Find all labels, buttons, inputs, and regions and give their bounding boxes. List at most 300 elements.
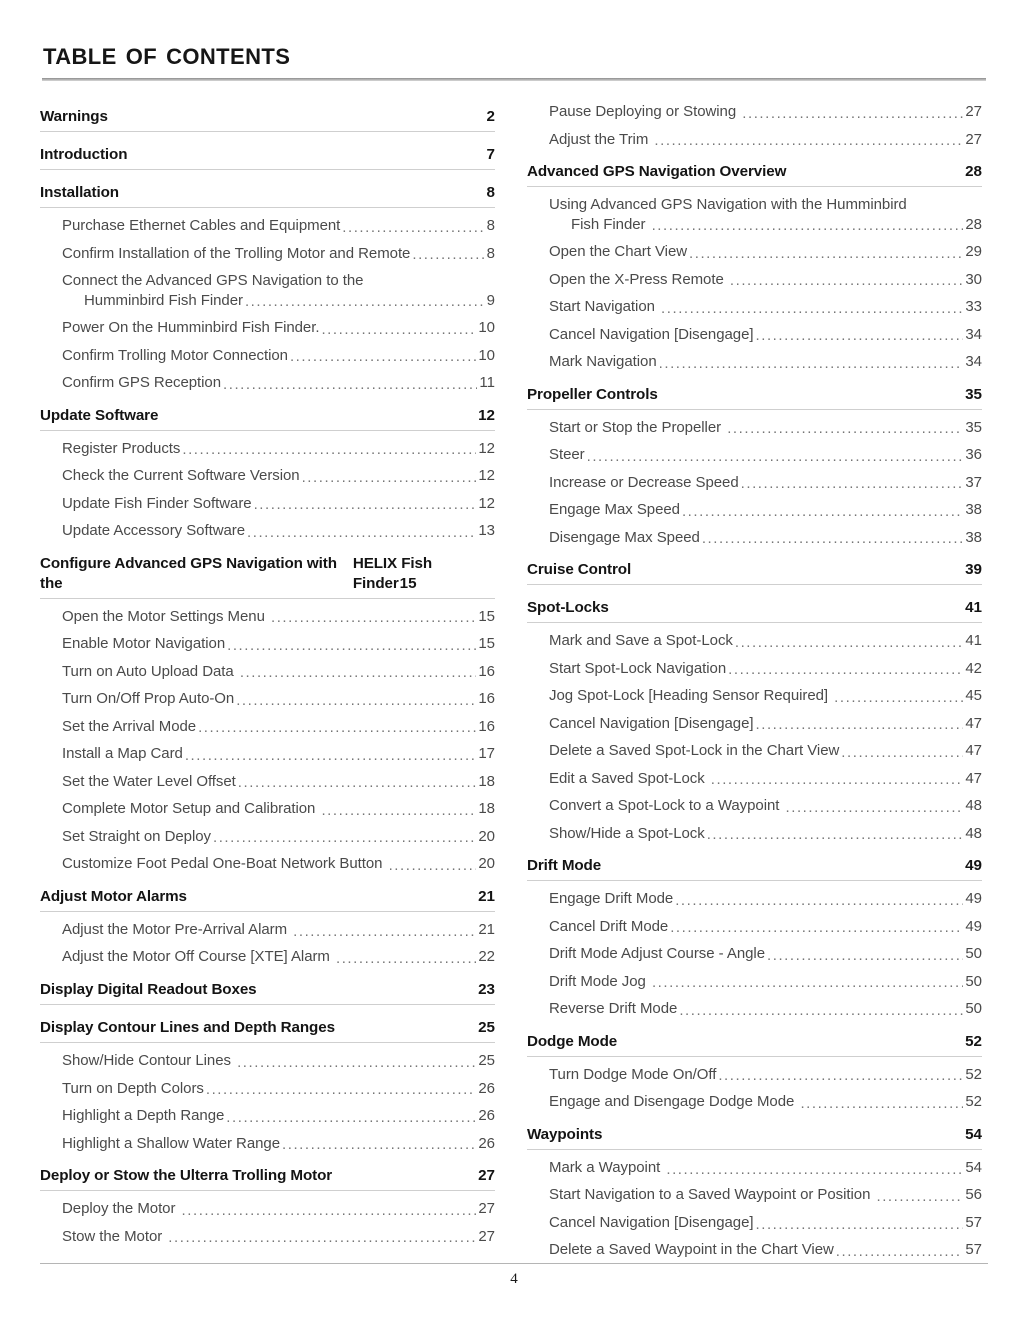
toc-entry-label: Power On the Humminbird Fish Finder. xyxy=(62,319,320,337)
toc-entry-page-number: 25 xyxy=(478,1052,495,1070)
toc-entry-label: Configure Advanced GPS Navigation with the xyxy=(40,554,342,592)
toc-entry-page-number: 50 xyxy=(965,1000,982,1018)
toc-section-entry[interactable] xyxy=(40,521,495,541)
toc-section-entry[interactable] xyxy=(527,500,982,520)
toc-entry-page-number: 15 xyxy=(399,574,417,592)
toc-dot-leader xyxy=(293,923,476,939)
toc-entry-page-number: 41 xyxy=(965,599,982,617)
toc-entry-page-number: 34 xyxy=(965,353,982,371)
toc-section-entry[interactable] xyxy=(527,796,982,816)
toc-entry-page-number: 12 xyxy=(478,494,495,512)
toc-entry-page-number: 52 xyxy=(965,1032,982,1050)
toc-entry-page-number: 27 xyxy=(478,1167,495,1185)
toc-entry-label: Drift Mode xyxy=(527,857,602,875)
toc-entry-label: Set the Arrival Mode xyxy=(62,717,197,735)
toc-section-entry[interactable] xyxy=(40,799,495,819)
toc-entry-page-number: 16 xyxy=(478,662,495,680)
toc-entry-label: Mark and Save a Spot-Lock xyxy=(549,632,733,650)
toc-entry-label: Delete a Saved Waypoint in the Chart View xyxy=(549,1241,834,1259)
toc-entry-label: Adjust the Motor Pre-Arrival Alarm xyxy=(62,920,292,938)
toc-entry-label: Highlight a Depth Range xyxy=(62,1107,225,1125)
toc-entry-label: Highlight a Shallow Water Range xyxy=(62,1134,281,1152)
toc-entry-label: Warnings xyxy=(40,108,108,125)
toc-entry-label: Turn on Auto Upload Data xyxy=(62,662,238,680)
toc-entry-page-number: 54 xyxy=(965,1158,982,1176)
toc-section-entry[interactable] xyxy=(40,1134,495,1154)
toc-chapter-entry[interactable] xyxy=(40,145,495,170)
toc-entry-page-number: 12 xyxy=(478,406,495,424)
toc-dot-leader xyxy=(707,827,964,843)
toc-entry-label: Deploy the Motor xyxy=(62,1200,180,1218)
toc-dot-leader xyxy=(182,442,476,458)
toc-dot-leader xyxy=(198,720,476,736)
toc-dot-leader xyxy=(240,665,477,681)
toc-section-entry[interactable] xyxy=(527,528,982,548)
toc-entry-page-number: 52 xyxy=(965,1065,982,1083)
toc-entry-label: Propeller Controls xyxy=(527,385,658,403)
toc-section-entry[interactable] xyxy=(40,772,495,792)
toc-entry-page-number: 36 xyxy=(965,446,982,464)
toc-section-entry[interactable] xyxy=(527,741,982,761)
toc-dot-leader xyxy=(206,1082,476,1098)
toc-dot-leader xyxy=(735,635,963,651)
toc-entry-page-number: 13 xyxy=(478,522,495,540)
toc-dot-leader xyxy=(679,1003,963,1019)
toc-entry-label: Convert a Spot-Lock to a Waypoint xyxy=(549,797,784,815)
toc-chapter-entry[interactable] xyxy=(40,554,495,599)
toc-chapter-entry[interactable] xyxy=(40,107,495,132)
toc-dot-leader xyxy=(877,1189,964,1205)
toc-section-entry[interactable] xyxy=(527,130,982,150)
toc-entry-label: Installation xyxy=(40,184,119,202)
toc-entry-label: Enable Motor Navigation xyxy=(62,635,226,653)
toc-dot-leader xyxy=(336,951,476,967)
toc-dot-leader xyxy=(254,497,477,513)
toc-section-entry[interactable] xyxy=(40,744,495,764)
toc-dot-leader xyxy=(182,1203,477,1219)
toc-dot-leader xyxy=(659,356,964,372)
toc-chapter-entry[interactable] xyxy=(40,406,495,431)
title-divider xyxy=(42,78,986,81)
toc-entry-label: Spot-Locks xyxy=(527,599,609,617)
toc-section-entry[interactable] xyxy=(40,662,495,682)
toc-entry-page-number: 21 xyxy=(478,920,495,938)
toc-entry-page-number: 7 xyxy=(486,146,495,164)
toc-entry-label: Jog Spot-Lock [Heading Sensor Required] xyxy=(549,687,833,705)
toc-dot-leader xyxy=(389,858,477,874)
toc-section-entry[interactable] xyxy=(40,1106,495,1126)
toc-entry-label: Adjust the Motor Off Course [XTE] Alarm xyxy=(62,948,334,966)
toc-section-entry[interactable] xyxy=(40,439,495,459)
toc-column-right xyxy=(527,94,982,1260)
toc-dot-leader xyxy=(247,525,476,541)
toc-entry-label: Cancel Navigation [Disengage] xyxy=(549,714,754,732)
toc-entry-page-number: 17 xyxy=(478,745,495,763)
toc-entry-page-number: 35 xyxy=(965,418,982,436)
toc-entry-page-number: 20 xyxy=(478,855,495,873)
toc-dot-leader xyxy=(711,772,964,788)
toc-chapter-entry[interactable] xyxy=(527,385,982,410)
toc-dot-leader xyxy=(302,470,477,486)
toc-section-entry[interactable] xyxy=(527,769,982,789)
toc-section-entry[interactable] xyxy=(40,689,495,709)
toc-entry-page-number: 10 xyxy=(478,346,495,364)
toc-columns xyxy=(40,94,988,1260)
toc-chapter-entry[interactable] xyxy=(40,980,495,1005)
toc-section-entry[interactable] xyxy=(527,631,982,651)
toc-entry-page-number: 56 xyxy=(965,1186,982,1204)
toc-dot-leader xyxy=(836,1244,964,1260)
toc-section-entry[interactable] xyxy=(40,1227,495,1247)
toc-dot-leader xyxy=(168,1230,476,1246)
toc-section-entry[interactable] xyxy=(527,445,982,465)
toc-chapter-entry[interactable] xyxy=(527,1032,982,1057)
toc-section-entry[interactable] xyxy=(527,1158,982,1178)
toc-entry-label: Adjust the Trim xyxy=(549,130,653,148)
toc-entry-page-number: 57 xyxy=(965,1213,982,1231)
toc-entry-page-number: 38 xyxy=(965,528,982,546)
toc-dot-leader xyxy=(412,247,484,263)
toc-dot-leader xyxy=(321,322,476,338)
toc-entry-page-number: 28 xyxy=(965,163,982,180)
toc-entry-page-number: 33 xyxy=(965,298,982,316)
toc-dot-leader xyxy=(282,1137,476,1153)
toc-entry-label: Using Advanced GPS Navigation with the Humminbird xyxy=(549,196,907,214)
toc-entry-label: Register Products xyxy=(62,439,181,457)
toc-entry-label: Update Software xyxy=(40,406,159,424)
toc-dot-leader xyxy=(185,748,476,764)
footer-divider xyxy=(40,1263,988,1264)
toc-chapter-entry[interactable] xyxy=(527,856,982,881)
toc-dot-leader xyxy=(223,377,477,393)
toc-entry-label: Stow the Motor xyxy=(62,1227,167,1245)
toc-dot-leader xyxy=(728,662,963,678)
toc-entry-page-number: 12 xyxy=(478,467,495,485)
toc-section-entry[interactable] xyxy=(40,854,495,874)
toc-entry-label: Engage Max Speed xyxy=(549,501,680,519)
toc-entry-label: Start Navigation xyxy=(549,298,660,316)
toc-entry-label: Start Spot-Lock Navigation xyxy=(549,659,727,677)
toc-dot-leader xyxy=(227,638,476,654)
toc-entry-page-number: 12 xyxy=(478,439,495,457)
toc-entry-label: Open the Chart View xyxy=(549,243,688,261)
toc-entry-page-number: 26 xyxy=(478,1079,495,1097)
toc-entry-label: Confirm GPS Reception xyxy=(62,374,222,392)
toc-dot-leader xyxy=(238,775,477,791)
toc-entry-label: Drift Mode Jog xyxy=(549,972,650,990)
toc-entry-page-number: 52 xyxy=(965,1093,982,1111)
toc-section-entry[interactable] xyxy=(527,686,982,706)
toc-dot-leader xyxy=(342,220,484,236)
toc-entry-label: Cancel Navigation [Disengage] xyxy=(549,325,754,343)
toc-entry-page-number: 8 xyxy=(486,244,495,262)
toc-entry-page-number: 26 xyxy=(478,1134,495,1152)
toc-section-entry[interactable] xyxy=(527,195,982,234)
toc-entry-label: Reverse Drift Mode xyxy=(549,1000,678,1018)
toc-entry-label: Engage Drift Mode xyxy=(549,890,674,908)
toc-entry-page-number: 10 xyxy=(478,319,495,337)
toc-entry-label: Pause Deploying or Stowing xyxy=(549,103,741,120)
toc-entry-page-number: 47 xyxy=(965,742,982,760)
toc-dot-leader xyxy=(702,531,963,547)
toc-section-entry[interactable] xyxy=(527,325,982,345)
toc-entry-label: Turn On/Off Prop Auto-On xyxy=(62,690,235,708)
toc-entry-label: Display Digital Readout Boxes xyxy=(40,980,257,998)
toc-section-entry[interactable] xyxy=(527,972,982,992)
toc-entry-label: Customize Foot Pedal One-Boat Network Button xyxy=(62,855,387,873)
toc-entry-label: Disengage Max Speed xyxy=(549,528,700,546)
toc-entry-label: Cruise Control xyxy=(527,561,632,579)
toc-section-entry[interactable] xyxy=(527,1185,982,1205)
toc-entry-label: Dodge Mode xyxy=(527,1032,618,1050)
toc-entry-page-number: 2 xyxy=(486,108,495,125)
toc-entry-page-number: 23 xyxy=(478,980,495,998)
toc-entry-label: Drift Mode Adjust Course - Angle xyxy=(549,945,766,963)
toc-entry-label: Cancel Drift Mode xyxy=(549,917,669,935)
toc-dot-leader xyxy=(742,106,963,122)
toc-section-entry[interactable] xyxy=(40,1051,495,1071)
toc-section-entry[interactable] xyxy=(40,216,495,236)
toc-dot-leader xyxy=(675,893,963,909)
toc-entry-page-number: 48 xyxy=(965,797,982,815)
toc-section-entry[interactable] xyxy=(527,102,982,122)
toc-entry-label: Start or Stop the Propeller xyxy=(549,418,726,436)
toc-dot-leader xyxy=(756,717,964,733)
toc-dot-leader xyxy=(271,610,476,626)
toc-section-entry[interactable] xyxy=(527,473,982,493)
toc-section-entry[interactable] xyxy=(527,714,982,734)
toc-section-entry[interactable] xyxy=(527,917,982,937)
toc-entry-page-number: 22 xyxy=(478,948,495,966)
toc-entry-label: Complete Motor Setup and Calibration xyxy=(62,800,320,818)
toc-dot-leader xyxy=(654,133,963,149)
toc-chapter-entry[interactable] xyxy=(40,1018,495,1043)
toc-entry-label-cont: HELIX Fish Finder xyxy=(352,554,437,592)
toc-section-entry[interactable] xyxy=(40,244,495,264)
toc-section-entry[interactable] xyxy=(40,346,495,366)
toc-entry-continuation xyxy=(549,215,982,235)
toc-entry-label-cont: Humminbird Fish Finder xyxy=(84,291,243,309)
toc-entry-page-number: 26 xyxy=(478,1107,495,1125)
toc-column-left xyxy=(40,94,495,1246)
toc-entry-continuation xyxy=(353,554,495,594)
toc-entry-page-number: 42 xyxy=(965,659,982,677)
toc-dot-leader xyxy=(321,803,476,819)
toc-entry-page-number: 28 xyxy=(965,215,982,233)
toc-dot-leader xyxy=(587,449,964,465)
toc-entry-label: Open the Motor Settings Menu xyxy=(62,607,269,625)
toc-entry-page-number: 20 xyxy=(478,827,495,845)
toc-section-entry[interactable] xyxy=(527,297,982,317)
page-title: table of contents xyxy=(43,36,291,71)
toc-dot-leader xyxy=(841,745,963,761)
toc-dot-leader xyxy=(756,328,964,344)
toc-section-entry[interactable] xyxy=(40,827,495,847)
toc-chapter-entry[interactable] xyxy=(527,560,982,585)
toc-section-entry[interactable] xyxy=(40,920,495,940)
toc-section-entry[interactable] xyxy=(40,466,495,486)
toc-entry-page-number: 50 xyxy=(965,972,982,990)
toc-entry-page-number: 18 xyxy=(478,800,495,818)
toc-section-entry[interactable] xyxy=(40,373,495,393)
toc-dot-leader xyxy=(237,1055,476,1071)
toc-entry-page-number: 8 xyxy=(486,217,495,235)
toc-section-entry[interactable] xyxy=(40,318,495,338)
toc-section-entry[interactable] xyxy=(527,889,982,909)
toc-entry-page-number: 16 xyxy=(478,690,495,708)
toc-section-entry[interactable] xyxy=(527,824,982,844)
toc-chapter-entry[interactable] xyxy=(40,183,495,208)
toc-section-entry[interactable] xyxy=(527,1092,982,1112)
toc-chapter-entry[interactable] xyxy=(40,1166,495,1191)
toc-chapter-entry[interactable] xyxy=(527,1125,982,1150)
toc-entry-label: Introduction xyxy=(40,146,128,164)
toc-entry-page-number: 27 xyxy=(478,1200,495,1218)
toc-entry-label: Check the Current Software Version xyxy=(62,467,300,485)
toc-entry-label: Engage and Disengage Dodge Mode xyxy=(549,1093,799,1111)
toc-entry-page-number: 49 xyxy=(965,857,982,875)
toc-entry-page-number: 9 xyxy=(486,291,495,309)
toc-entry-page-number: 48 xyxy=(965,824,982,842)
toc-entry-label: Adjust Motor Alarms xyxy=(40,887,187,905)
toc-entry-label: Turn on Depth Colors xyxy=(62,1079,204,1097)
toc-entry-page-number: 45 xyxy=(965,687,982,705)
toc-section-entry[interactable] xyxy=(40,947,495,967)
toc-entry-label: Advanced GPS Navigation Overview xyxy=(527,163,787,180)
toc-dot-leader xyxy=(213,830,476,846)
toc-entry-page-number: 18 xyxy=(478,772,495,790)
toc-dot-leader xyxy=(756,1216,964,1232)
toc-entry-page-number: 35 xyxy=(965,385,982,403)
toc-dot-leader xyxy=(236,693,476,709)
toc-entry-page-number: 29 xyxy=(965,243,982,261)
toc-section-entry[interactable] xyxy=(40,1199,495,1219)
toc-entry-page-number: 21 xyxy=(478,887,495,905)
toc-entry-label: Open the X-Press Remote xyxy=(549,270,728,288)
toc-entry-page-number: 41 xyxy=(965,632,982,650)
toc-section-entry[interactable] xyxy=(40,607,495,627)
toc-dot-leader xyxy=(682,504,963,520)
toc-dot-leader xyxy=(652,218,964,234)
toc-entry-label: Waypoints xyxy=(527,1125,603,1143)
toc-section-entry[interactable] xyxy=(40,634,495,654)
toc-chapter-entry[interactable] xyxy=(527,162,982,187)
toc-entry-page-number: 47 xyxy=(965,714,982,732)
toc-entry-label: Mark Navigation xyxy=(549,353,657,371)
toc-entry-label: Set Straight on Deploy xyxy=(62,827,211,845)
toc-entry-label: Deploy or Stow the Ulterra Trolling Motor xyxy=(40,1167,333,1185)
toc-entry-label: Update Fish Finder Software xyxy=(62,494,252,512)
toc-section-entry[interactable] xyxy=(527,418,982,438)
toc-section-entry[interactable] xyxy=(527,1240,982,1260)
toc-entry-label: Set the Water Level Offset xyxy=(62,772,236,790)
toc-dot-leader xyxy=(652,975,963,991)
toc-section-entry[interactable] xyxy=(527,242,982,262)
toc-entry-label: Increase or Decrease Speed xyxy=(549,473,739,491)
toc-entry-label: Cancel Navigation [Disengage] xyxy=(549,1213,754,1231)
toc-entry-page-number: 16 xyxy=(478,717,495,735)
toc-entry-label: Steer xyxy=(549,446,585,464)
toc-entry-page-number: 8 xyxy=(486,184,495,202)
toc-entry-page-number: 49 xyxy=(965,917,982,935)
toc-entry-label: Turn Dodge Mode On/Off xyxy=(549,1065,717,1083)
toc-section-entry[interactable] xyxy=(527,944,982,964)
toc-chapter-entry[interactable] xyxy=(40,887,495,912)
toc-entry-page-number: 27 xyxy=(965,130,982,148)
toc-entry-page-number: 34 xyxy=(965,325,982,343)
toc-entry-page-number: 37 xyxy=(965,473,982,491)
toc-dot-leader xyxy=(800,1096,963,1112)
toc-section-entry[interactable] xyxy=(527,1065,982,1085)
toc-entry-label: Edit a Saved Spot-Lock xyxy=(549,769,709,787)
toc-entry-page-number: 27 xyxy=(478,1227,495,1245)
toc-entry-label-cont: Fish Finder xyxy=(571,215,650,233)
toc-entry-label: Purchase Ethernet Cables and Equipment xyxy=(62,217,341,235)
toc-section-entry[interactable] xyxy=(40,494,495,514)
page-footer xyxy=(40,1263,988,1288)
toc-dot-leader xyxy=(661,301,963,317)
toc-section-entry[interactable] xyxy=(527,352,982,372)
toc-section-entry[interactable] xyxy=(527,999,982,1019)
toc-entry-page-number: 49 xyxy=(965,890,982,908)
toc-entry-label: Start Navigation to a Saved Waypoint or Position xyxy=(549,1186,875,1204)
toc-entry-page-number: 27 xyxy=(965,103,982,120)
toc-entry-label: Update Accessory Software xyxy=(62,522,246,540)
toc-entry-label: Delete a Saved Spot-Lock in the Chart View xyxy=(549,742,840,760)
toc-entry-page-number: 50 xyxy=(965,945,982,963)
toc-dot-leader xyxy=(741,476,964,492)
toc-entry-page-number: 25 xyxy=(478,1019,495,1036)
toc-section-entry[interactable] xyxy=(40,1079,495,1099)
toc-section-entry[interactable] xyxy=(40,717,495,737)
toc-dot-leader xyxy=(727,421,963,437)
toc-entry-continuation xyxy=(62,291,495,311)
toc-entry-label: Show/Hide a Spot-Lock xyxy=(549,824,705,842)
toc-section-entry[interactable] xyxy=(527,659,982,679)
toc-dot-leader xyxy=(290,349,476,365)
toc-entry-label: Install a Map Card xyxy=(62,745,183,763)
toc-section-entry[interactable] xyxy=(40,271,495,310)
toc-entry-page-number: 39 xyxy=(965,561,982,579)
toc-chapter-entry[interactable] xyxy=(527,598,982,623)
toc-entry-page-number: 11 xyxy=(479,374,495,392)
toc-dot-leader xyxy=(767,948,963,964)
toc-entry-page-number: 47 xyxy=(965,769,982,787)
toc-dot-leader xyxy=(786,800,964,816)
toc-dot-leader xyxy=(718,1068,963,1084)
toc-dot-leader xyxy=(670,920,963,936)
toc-entry-page-number: 30 xyxy=(965,270,982,288)
toc-entry-page-number: 57 xyxy=(965,1241,982,1259)
toc-entry-label: Display Contour Lines and Depth Ranges xyxy=(40,1019,335,1036)
toc-dot-leader xyxy=(666,1161,963,1177)
toc-dot-leader xyxy=(834,690,963,706)
toc-dot-leader xyxy=(689,246,963,262)
toc-entry-page-number: 15 xyxy=(478,635,495,653)
toc-entry-label: Confirm Trolling Motor Connection xyxy=(62,346,288,364)
toc-entry-page-number: 15 xyxy=(478,607,495,625)
toc-section-entry[interactable] xyxy=(527,1213,982,1233)
toc-entry-page-number: 54 xyxy=(965,1125,982,1143)
toc-dot-leader xyxy=(730,273,963,289)
toc-dot-leader xyxy=(245,294,485,310)
footer-page-number: 4 xyxy=(510,1271,518,1287)
toc-section-entry[interactable] xyxy=(527,270,982,290)
toc-entry-label: Show/Hide Contour Lines xyxy=(62,1052,236,1070)
toc-entry-label: Connect the Advanced GPS Navigation to the xyxy=(62,272,364,290)
toc-entry-label: Mark a Waypoint xyxy=(549,1158,665,1176)
toc-dot-leader xyxy=(226,1110,476,1126)
